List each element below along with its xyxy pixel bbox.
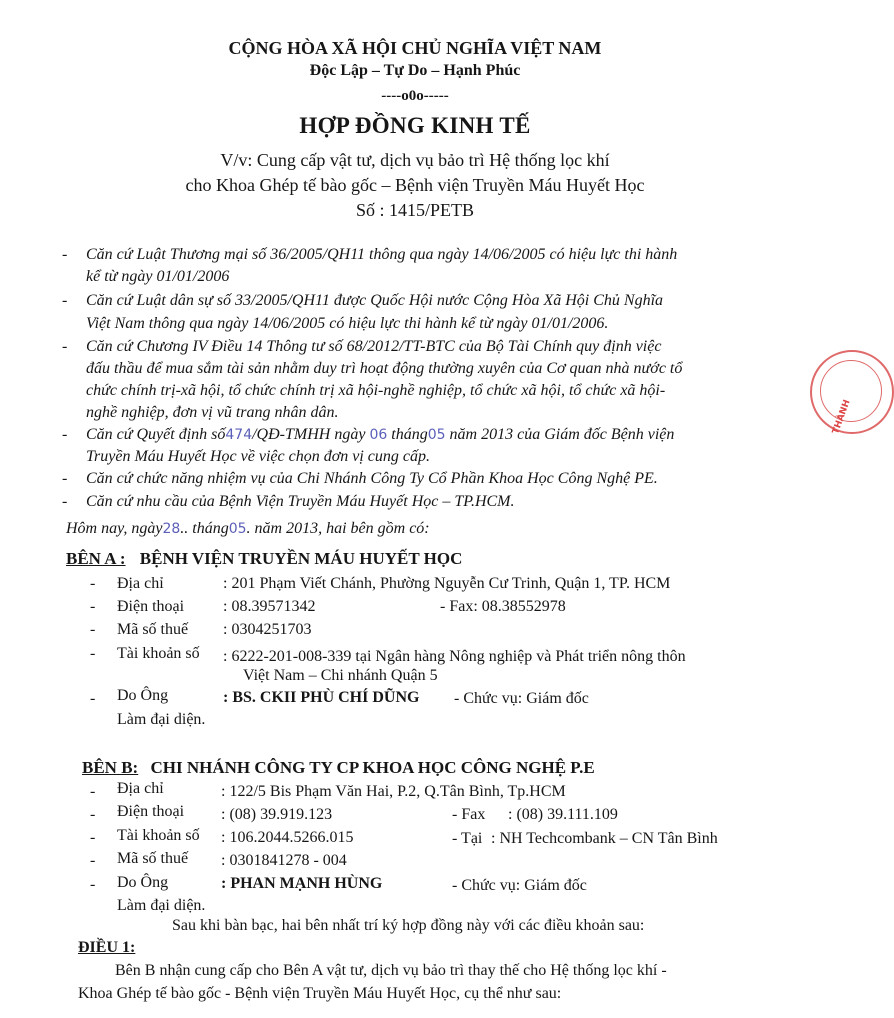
party-b-tax: : 0301841278 - 004 [221, 852, 347, 869]
list-dash: - [90, 806, 96, 823]
party-a-fax: - Fax: 08.38552978 [440, 598, 566, 615]
party-a-rep-name: : BS. CKII PHÙ CHÍ DŨNG [223, 689, 420, 706]
stamp-text: THÀNH [831, 398, 853, 436]
party-a-label: BÊN A : [66, 549, 126, 568]
handwritten-day: 28 [162, 521, 181, 537]
article-1-line-1: Bên B nhận cung cấp cho Bên A vật tư, dịch vụ bảo trì thay thế cho Hệ thống lọc khí - [115, 962, 667, 979]
list-dash: - [90, 645, 96, 662]
handwritten-decision-month: 05 [427, 427, 446, 443]
basis-5-line-1: Căn cứ chức năng nhiệm vụ của Chi Nhánh Công Ty Cổ Phần Khoa Học Công Nghệ PE. [86, 470, 658, 487]
party-b-phone-label: Điện thoại [117, 803, 185, 820]
basis-6-line-1: Căn cứ nhu cầu của Bệnh Viện Truyền Máu Huyết Học – TP.HCM. [86, 493, 515, 510]
party-a-phone: : 08.39571342 [223, 598, 316, 615]
stamp-inner-ring [820, 360, 882, 422]
party-b-tax-label: Mã số thuế [117, 850, 189, 867]
basis-4-text-3: tháng [391, 426, 428, 443]
basis-4-line-2: Truyền Máu Huyết Học về việc chọn đơn vị cung cấp. [86, 448, 430, 465]
basis-bullet: - [62, 470, 68, 487]
party-b-fax: : (08) 39.111.109 [508, 806, 618, 823]
list-dash: - [90, 690, 96, 707]
basis-2-line-1: Căn cứ Luật dân sự số 33/2005/QH11 được Quốc Hội nước Cộng Hòa Xã Hội Chủ Nghĩa [86, 292, 664, 309]
party-a-address-label: Địa chỉ [117, 575, 164, 592]
list-dash: - [90, 852, 96, 869]
basis-bullet: - [62, 338, 68, 355]
list-dash: - [90, 575, 96, 592]
red-stamp [810, 350, 894, 434]
basis-4-text-2: /QĐ-TMHH ngày [252, 426, 366, 443]
today-text-3: . năm 2013, hai bên gồm có: [246, 520, 430, 537]
party-b-rep-role: Làm đại diện. [117, 897, 206, 914]
article-1-line-2: Khoa Ghép tế bào gốc - Bệnh viện Truyền Máu Huyết Học, cụ thể như sau: [78, 985, 562, 1002]
today-text-2: .. tháng [180, 520, 229, 537]
party-a-account-line-1: : 6222-201-008-339 tại Ngân hàng Nông nghiệp và Phát triển nông thôn [223, 648, 686, 665]
list-dash: - [90, 783, 96, 800]
party-a-account-line-2: Việt Nam – Chi nhánh Quận 5 [243, 667, 438, 684]
basis-1-line-1: Căn cứ Luật Thương mại số 36/2005/QH11 thông qua ngày 14/06/2005 có hiệu lực thi hành [86, 246, 678, 263]
document-title: HỢP ĐỒNG KINH TẾ [299, 113, 531, 138]
basis-bullet: - [62, 426, 68, 443]
party-a-rep-position: - Chức vụ: Giám đốc [454, 690, 589, 707]
contract-number: Số : 1415/PETB [355, 200, 475, 220]
party-b-rep-label: Do Ông [117, 874, 169, 891]
party-b-address: : 122/5 Bis Phạm Văn Hai, P.2, Q.Tân Bình, Tp.HCM [221, 783, 566, 800]
party-a-account-label: Tài khoản số [117, 645, 200, 662]
basis-3-line-1: Căn cứ Chương IV Điều 14 Thông tư số 68/2012/TT-BTC của Bộ Tài Chính quy định việc [86, 338, 662, 355]
basis-1-line-2: kể từ ngày 01/01/2006 [86, 268, 230, 285]
party-a-address: : 201 Phạm Viết Chánh, Phường Nguyễn Cư Trinh, Quận 1, TP. HCM [223, 575, 671, 592]
handwritten-month: 05 [228, 521, 247, 537]
basis-4-line-1 [86, 426, 674, 444]
list-dash: - [90, 876, 96, 893]
basis-bullet: - [62, 292, 68, 309]
party-b-label: BÊN B: [82, 758, 139, 777]
party-b-fax-label: - Fax [452, 806, 486, 823]
agreement-text: Sau khi bàn bạc, hai bên nhất trí ký hợp đồng này với các điều khoản sau: [172, 917, 645, 934]
basis-3-line-2: đấu thầu để mua sắm tài sản nhằm duy trì hoạt động thường xuyên của Cơ quan nhà nước tổ [86, 360, 683, 377]
party-a-name: BỆNH VIỆN TRUYỀN MÁU HUYẾT HỌC [139, 549, 463, 568]
party-b-bank-label: - Tại [452, 830, 483, 847]
motto: Độc Lập – Tự Do – Hạnh Phúc [309, 62, 521, 79]
party-b-account: : 106.2044.5266.015 [221, 829, 354, 846]
party-a-heading [66, 549, 462, 569]
party-a-rep-label: Do Ông [117, 687, 169, 704]
basis-2-line-2: Việt Nam thông qua ngày 14/06/2005 có hiệu lực thi hành kể từ ngày 01/01/2006. [86, 315, 609, 332]
basis-bullet: - [62, 493, 68, 510]
article-1-heading: ĐIỀU 1: [78, 939, 136, 956]
basis-4-text-1: Căn cứ Quyết định số [86, 426, 226, 443]
list-dash: - [90, 621, 96, 638]
list-dash: - [90, 598, 96, 615]
party-b-address-label: Địa chỉ [117, 780, 164, 797]
party-b-heading [82, 758, 595, 778]
nation-title: CỘNG HÒA XÃ HỘI CHỦ NGHĨA VIỆT NAM [228, 38, 602, 58]
handwritten-decision-number: 474 [225, 427, 253, 443]
party-a-phone-label: Điện thoại [117, 598, 185, 615]
party-a-tax-label: Mã số thuế [117, 621, 189, 638]
party-b-phone: : (08) 39.919.123 [221, 806, 333, 823]
today-text-1: Hôm nay, ngày [66, 520, 163, 537]
subject-line-2: cho Khoa Ghép tế bào gốc – Bệnh viện Truyền Máu Huyết Học [185, 175, 645, 195]
party-b-rep-name: : PHAN MẠNH HÙNG [221, 875, 383, 892]
party-b-name: CHI NHÁNH CÔNG TY CP KHOA HỌC CÔNG NGHỆ P.E [150, 758, 595, 777]
party-a-tax: : 0304251703 [223, 621, 312, 638]
party-b-rep-position: - Chức vụ: Giám đốc [452, 877, 587, 894]
party-b-bank: : NH Techcombank – CN Tân Bình [491, 830, 718, 847]
party-a-rep-role: Làm đại diện. [117, 711, 206, 728]
basis-4-text-4: năm 2013 của Giám đốc Bệnh viện [449, 426, 675, 443]
basis-bullet: - [62, 246, 68, 263]
subject-line-1: V/v: Cung cấp vật tư, dịch vụ bảo trì Hệ thống lọc khí [220, 150, 610, 170]
handwritten-decision-day: 06 [369, 427, 388, 443]
separator: ----o0o----- [381, 88, 449, 104]
list-dash: - [90, 829, 96, 846]
basis-3-line-4: nghề nghiệp, đơn vị vũ trang nhân dân. [86, 404, 339, 421]
basis-3-line-3: chức chính trị-xã hội, tổ chức chính trị xã hội-nghề nghiệp, tổ chức xã hội, tổ chức xã hội- [86, 382, 666, 399]
today-line [66, 520, 430, 538]
party-b-account-label: Tài khoản số [117, 827, 200, 844]
